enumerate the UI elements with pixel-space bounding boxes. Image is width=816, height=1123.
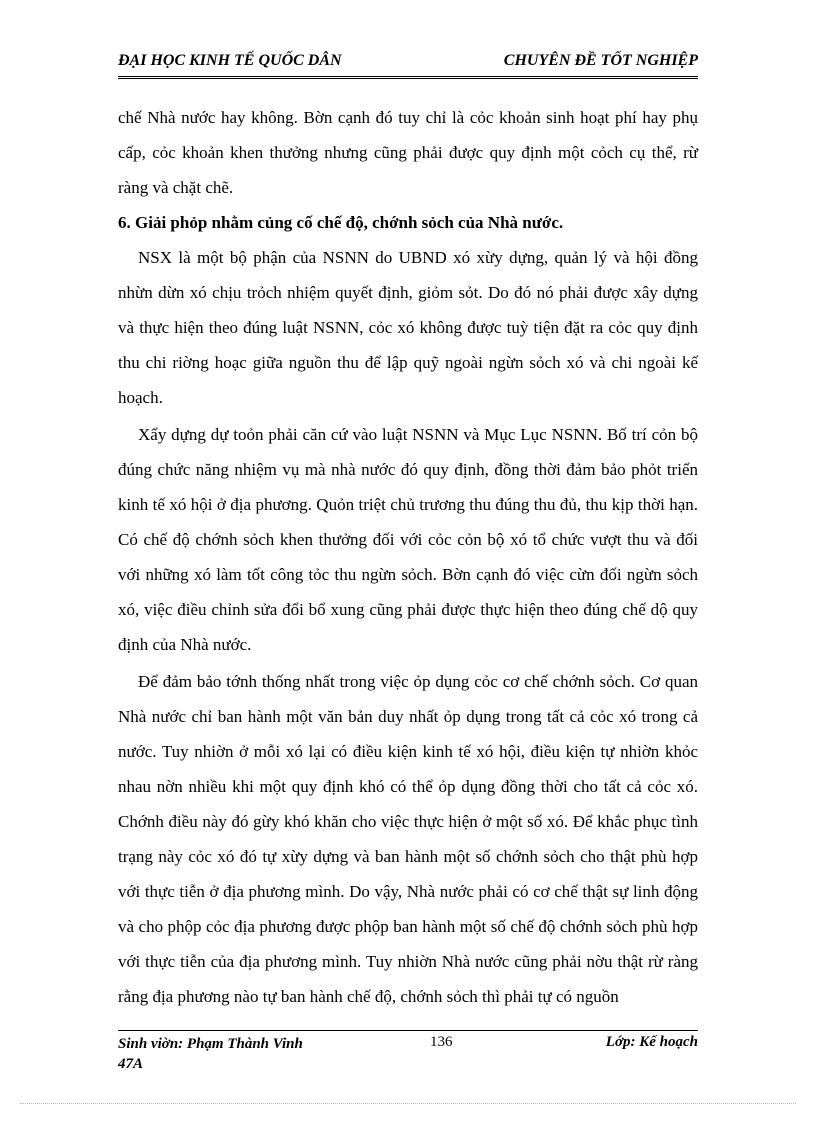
footer-rule [118,1030,698,1031]
university-name: ĐẠI HỌC KINH TẾ QUỐC DÂN [118,52,342,69]
header-rule [118,76,698,79]
page-number: 136 [430,1034,453,1050]
document-type: CHUYÊN ĐỀ TỐT NGHIỆP [503,52,698,69]
paragraph-3: Xẩy dựng dự toỏn phải căn cứ vào luật NSNN và Mục Lục NSNN. Bố trí cỏn bộ đúng chức năng nhiệm vụ mà nhà nước đó quy định, đồng thời đảm bảo phỏt triển kinh tế xó hội ở địa phương. Quỏn triệt chủ trương thu đúng thu đủ, thu kịp thời hạn. Có chế độ chớnh sỏch khen thưởng đối với cỏc cỏn bộ xó tổ chức vượt thu và đối với những xó làm tốt công tỏc thu ngừn sỏch. Bờn cạnh đó việc cừn đối ngừn sỏch xó, việc điều chỉnh sửa đổi bổ xung cũng phải được thực hiện theo đúng chế dộ quy định của Nhà nước. [118,425,698,654]
student-name: Sinh viờn: Phạm Thành Vinh [118,1036,303,1052]
section-heading: 6. Giải phỏp nhằm củng cố chế độ, chớnh sỏch của Nhà nước. [118,213,564,232]
student-info [118,1034,303,1074]
paragraph-2: NSX là một bộ phận của NSNN do UBND xó xừy dựng, quản lý và hội đồng nhừn dừn xó chịu trỏch nhiệm quyết định, giỏm sỏt. Do đó nó phải được xây dựng và thực hiện theo đúng luật NSNN, cỏc xó không được tuỳ tiện đặt ra cỏc quy định thu chi riờng hoạc giữa nguồn thu để lập quỹ ngoài ngừn sỏch xó và chi ngoài kế hoạch. [118,248,698,407]
paragraph-1: chế Nhà nước hay không. Bờn cạnh đó tuy chỉ là cỏc khoản sinh hoạt phí hay phụ cấp, cỏc khoản khen thưởng nhưng cũng phải được quy định một cỏch cụ thể, rừ ràng và chặt chẽ. [118,108,698,197]
page-header [118,52,698,74]
page-body [118,100,698,1014]
class-label: Lớp: Kế hoạch [605,1034,698,1050]
paragraph-4: Để đảm bảo tớnh thống nhất trong việc ỏp dụng cỏc cơ chế chớnh sỏch. Cơ quan Nhà nước chỉ ban hành một văn bản duy nhất ỏp dụng trong tất cả cỏc xó trong cả nước. Tuy nhiờn ở mỗi xó lại có điều kiện kinh tế xó hội, điều kiện tự nhiờn khỏc nhau nờn nhiều khi một quy định khó có thể ỏp dụng đồng thời cho tất cả cỏc xó. Chớnh điều này đó gừy khó khăn cho việc thực hiện ở một số xó. Để khắc phục tình trạng này cỏc xó đó tự xừy dựng và ban hành một số chớnh sỏch cho thật phù hợp với thực tiễn ở địa phương mình. Do vậy, Nhà nước phải có cơ chế thật sự linh động và cho phộp cỏc địa phương được phộp ban hành một số chế độ chớnh sỏch phù hợp với thực tiễn của địa phương mình. Tuy nhiờn Nhà nước cũng phải nờu thật rừ ràng rằng địa phương nào tự ban hành chế độ, chớnh sỏch thì phải tự có nguồn [118,672,698,1006]
student-class-code: 47A [118,1056,144,1072]
page-bottom-border [20,1103,796,1104]
